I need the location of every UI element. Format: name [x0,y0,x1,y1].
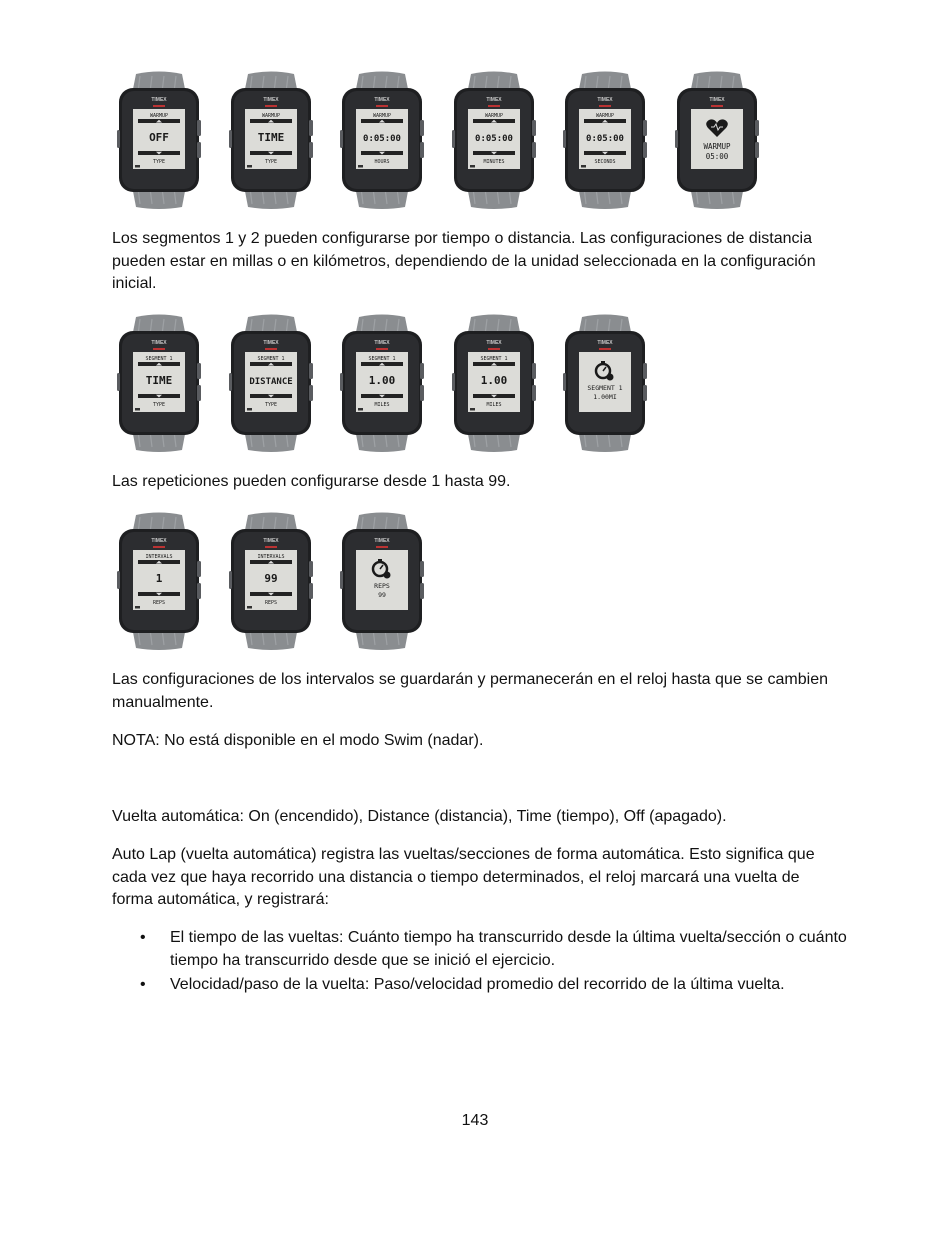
battery-icon [135,165,140,168]
screen-top-label: SEGMENT 1 [368,356,396,362]
watch-side-button [420,385,424,401]
screen-bottom-label: REPS [264,600,277,606]
watch-side-button [117,571,120,589]
watch-image [339,313,425,453]
screen-bottom-label: MILES [485,402,502,408]
watch-side-button [197,583,201,599]
battery-icon [247,408,252,411]
watch-illustration [562,313,648,453]
screen-value: 05:00 [705,152,728,161]
screen-value: 99 [263,572,278,585]
paragraph-auto-lap-description: Auto Lap (vuelta automática) registra las vueltas/secciones de forma automática. Esto significa que cada vez que haya recorrido una distancia o tiempo determinados, el reloj marcará una vuelta de forma automática, y registrará: [112,846,815,908]
watch-illustration [339,70,425,210]
watch-image [451,70,537,210]
watch-side-button [340,571,343,589]
watch-indicator [599,348,611,350]
watch-indicator [599,105,611,107]
watch-indicator [265,105,277,107]
watch-image [562,70,648,210]
watch-side-button [197,142,201,158]
watch-side-button [309,120,313,136]
screen-value: 1.00MI [593,393,617,401]
screen-bottom-label: TYPE [152,159,166,165]
watch-brand-logo: TIMEX [597,340,613,346]
watch-indicator [376,105,388,107]
watch-side-button [420,561,424,577]
watch-side-button [420,142,424,158]
watch-image [228,313,314,453]
watch-illustration [228,70,314,210]
watch-image [228,70,314,210]
screen-bottom-label: TYPE [264,159,277,165]
battery-icon [135,408,140,411]
watch-side-button [420,583,424,599]
watch-brand-logo: TIMEX [374,97,390,103]
watch-side-button [197,120,201,136]
watch-brand-logo: TIMEX [262,538,279,544]
watch-side-button [563,130,566,148]
page-number: 143 [461,1112,489,1129]
watch-image [674,70,760,210]
paragraph-intervals-saved: Las configuraciones de los intervalos se guardarán y permanecerán en el reloj hasta que se cambien manualmente. [112,671,828,711]
battery-icon [581,165,586,168]
watch-illustration [228,511,314,651]
watch-side-button [563,373,566,391]
screen-bottom-label: SECONDS [594,159,616,165]
watch-side-button [197,561,201,577]
watch-indicator [153,348,165,350]
watch-side-button [532,120,536,136]
battery-icon [247,606,252,609]
watch-indicator [153,105,165,107]
watch-brand-logo: TIMEX [151,340,167,346]
screen-top-label: SEGMENT 1 [256,356,285,362]
auto-lap-bullet-list [112,927,852,999]
watch-side-button [340,130,343,148]
screen-top-label: WARMUP [372,113,392,119]
paragraph-auto-lap-options: Vuelta automática: On (encendido), Distance (distancia), Time (tiempo), Off (apagado). [112,808,727,825]
watch-side-button [229,130,232,148]
battery-icon [358,165,363,168]
watch-side-button [675,130,678,148]
watch-illustration [451,70,537,210]
watch-side-button [117,130,120,148]
watch-illustration [116,511,202,651]
screen-bottom-label: MILES [374,402,390,408]
watch-indicator [711,105,723,107]
watch-image [339,70,425,210]
battery-icon [358,408,363,411]
watch-indicator [153,546,165,548]
watch-illustration [116,313,202,453]
watch-indicator [265,348,277,350]
list-item-text: Velocidad/paso de la vuelta: Paso/velocidad promedio del recorrido de la última vuelta. [170,976,785,993]
paragraph-repetitions: Las repeticiones pueden configurarse desde 1 hasta 99. [112,473,511,490]
bullet-icon: • [140,929,146,946]
screen-top-label: SEGMENT 1 [479,356,508,362]
screen-value: 0:05:00 [474,134,513,144]
watch-side-button [643,142,647,158]
list-item [112,974,852,997]
watch-indicator [488,348,500,350]
watch-side-button [229,571,232,589]
watch-illustration [562,70,648,210]
watch-side-button [755,120,759,136]
screen-bottom-label: HOURS [374,159,390,165]
screen-top-label: SEGMENT 1 [145,356,173,362]
screen-top-label: INTERVALS [145,554,173,560]
watch-indicator [265,546,277,548]
screen-title: REPS [374,582,390,590]
watch-brand-logo: TIMEX [262,97,279,103]
watch-side-button [309,363,313,379]
list-item-text: El tiempo de las vueltas: Cuánto tiempo ha transcurrido desde la última vuelta/sección o cuánto tiempo ha transcurrido desde que se inició el ejercicio. [170,929,847,969]
paragraph-note: NOTA: No está disponible en el modo Swim (nadar). [112,732,484,749]
watch-illustration [451,313,537,453]
watch-brand-logo: TIMEX [485,340,502,346]
watch-side-button [532,142,536,158]
screen-top-label: WARMUP [484,113,503,119]
screen-title: SEGMENT 1 [587,384,623,392]
watch-image [116,313,202,453]
screen-top-label: WARMUP [261,113,280,119]
paragraph-segments: Los segmentos 1 y 2 pueden configurarse por tiempo o distancia. Las configuraciones de distancia pueden estar en millas o en kilómetros, dependiendo de la unidad seleccionada en la configuración inicial. [112,230,816,292]
watch-image [451,313,537,453]
screen-bottom-label: TYPE [264,402,277,408]
screen-bottom-label: MINUTES [482,159,505,165]
screen-value: TIME [257,131,284,144]
watch-brand-logo: TIMEX [374,340,390,346]
screen-value: DISTANCE [248,377,293,387]
watch-indicator [488,105,500,107]
watch-side-button [452,130,455,148]
screen-bottom-label: TYPE [152,402,166,408]
list-item [112,927,852,972]
watch-side-button [643,120,647,136]
watch-side-button [197,385,201,401]
watch-side-button [643,363,647,379]
watch-illustration [228,313,314,453]
watch-side-button [309,385,313,401]
battery-icon [470,165,475,168]
watch-illustration [339,511,425,651]
watch-indicator [376,348,388,350]
watch-side-button [532,385,536,401]
watch-illustration [116,70,202,210]
screen-top-label: WARMUP [595,113,615,119]
screen-value: 0:05:00 [586,134,624,144]
watch-brand-logo: TIMEX [151,97,167,103]
screen-title: WARMUP [702,142,731,151]
screen-value: OFF [149,131,169,144]
watch-illustration [339,313,425,453]
screen-value: TIME [145,374,173,387]
screen-value: 1.00 [480,374,507,387]
screen-value: 99 [378,591,386,599]
watch-side-button [643,385,647,401]
watch-brand-logo: TIMEX [151,538,167,544]
watch-brand-logo: TIMEX [708,97,725,103]
screen-bottom-label: REPS [152,600,166,606]
watch-image [116,70,202,210]
watch-image [228,511,314,651]
watch-side-button [532,363,536,379]
screen-value: 1 [155,572,163,585]
watch-side-button [309,142,313,158]
watch-image [562,313,648,453]
watch-image [339,511,425,651]
watch-side-button [197,363,201,379]
screen-value: 1.00 [368,374,396,387]
battery-icon [247,165,252,168]
watch-side-button [340,373,343,391]
watch-image [116,511,202,651]
watch-brand-logo: TIMEX [485,97,502,103]
watch-side-button [420,363,424,379]
watch-side-button [229,373,232,391]
watch-brand-logo: TIMEX [597,97,613,103]
watch-side-button [755,142,759,158]
bullet-icon: • [140,976,146,993]
screen-top-label: WARMUP [149,113,169,119]
watch-side-button [452,373,455,391]
watch-brand-logo: TIMEX [262,340,279,346]
battery-icon [135,606,140,609]
watch-side-button [117,373,120,391]
battery-icon [470,408,475,411]
watch-side-button [420,120,424,136]
watch-side-button [309,561,313,577]
watch-illustration [674,70,760,210]
screen-top-label: INTERVALS [256,554,285,560]
watch-brand-logo: TIMEX [374,538,390,544]
watch-side-button [309,583,313,599]
watch-indicator [376,546,388,548]
screen-value: 0:05:00 [363,134,401,144]
